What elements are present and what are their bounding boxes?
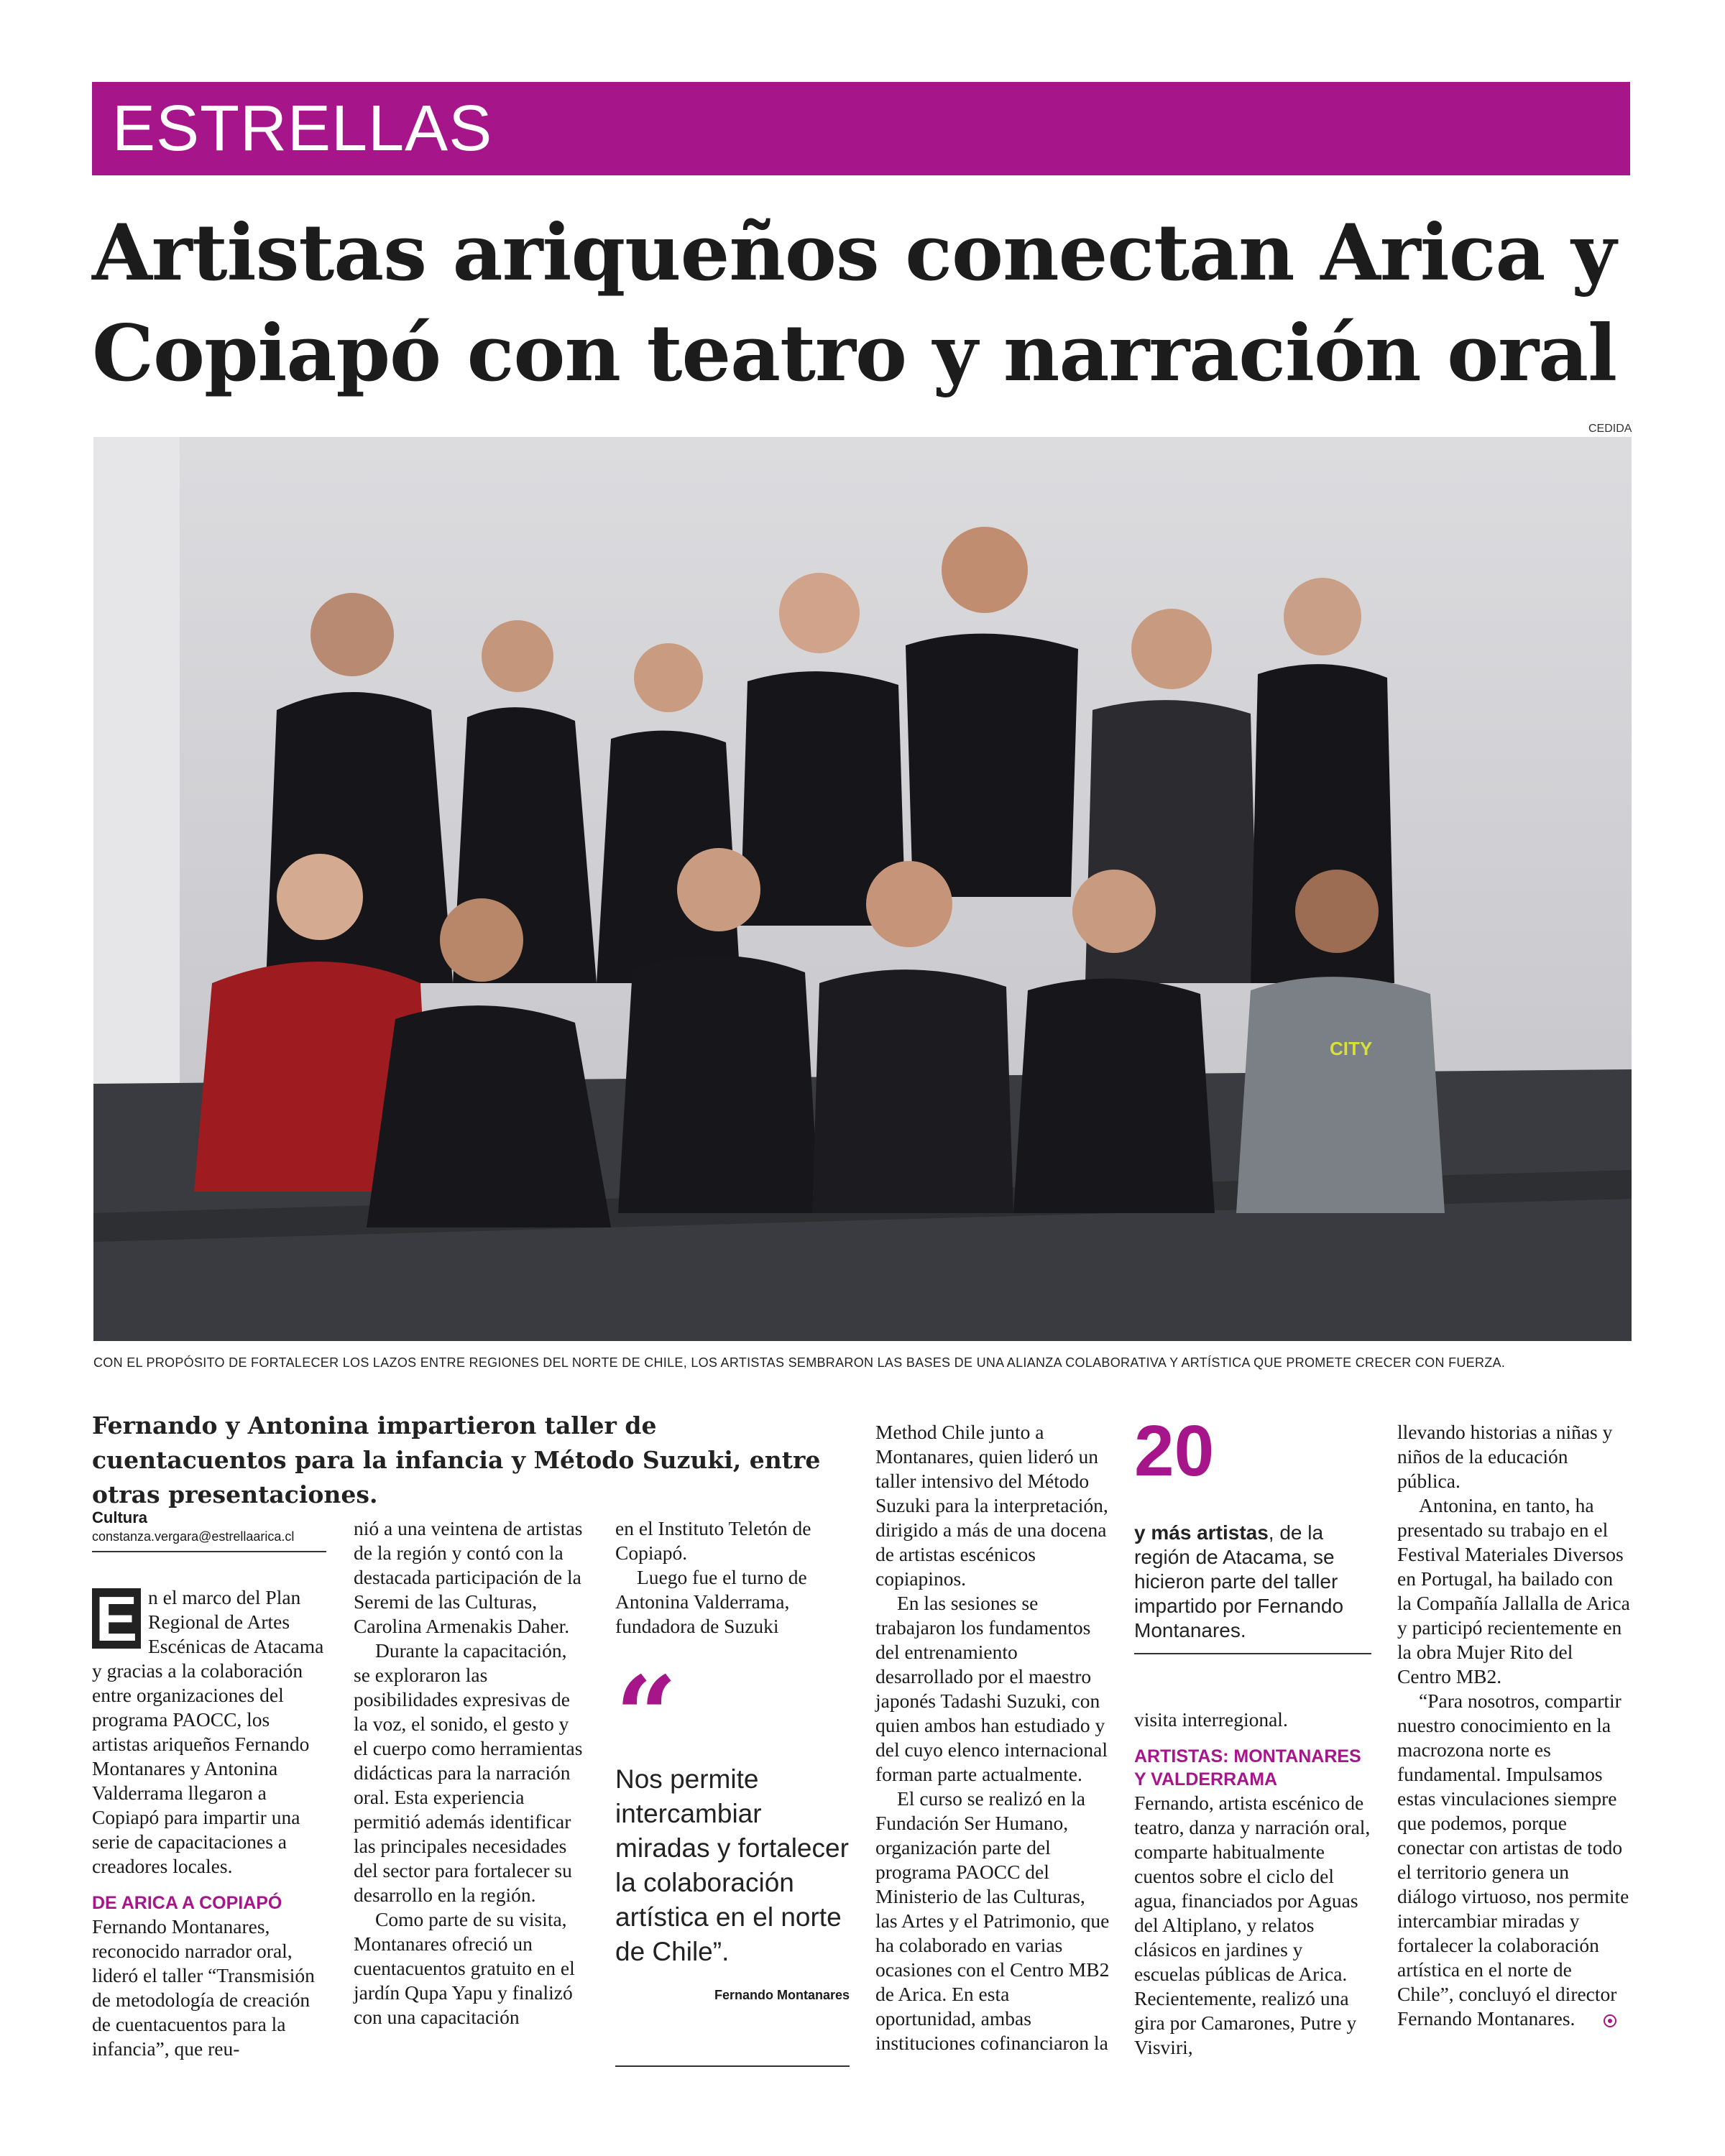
body-column-3 xyxy=(615,1516,850,1639)
body-paragraph: Luego fue el turno de Antonina Valderrama, fundadora de Suzuki xyxy=(615,1566,807,1637)
end-of-article-icon xyxy=(1604,2014,1616,2027)
stat-text-bold: y más artistas xyxy=(1134,1521,1269,1544)
body-paragraph: Durante la capacitación, se exploraron las posibilidades expresivas de la voz, el sonido, el gesto y el cuerpo como herramientas didácticas para la narración oral. Esta experiencia permitió además identificar las principales necesidades del sector para fortalecer su desarrollo en la región. xyxy=(354,1639,583,1906)
stat-box xyxy=(1134,1411,1371,1654)
pull-quote xyxy=(615,1653,850,2067)
shirt-print-text: CITY xyxy=(1330,1038,1373,1059)
subheading-de-arica-a-copiapo: DE ARICA A COPIAPÓ xyxy=(92,1893,282,1913)
quote-mark-icon: “ xyxy=(615,1653,678,1779)
body-paragraph: Antonina, en tanto, ha presentado su trabajo en el Festival Materiales Diversos en Portugal, ha bailado con la Compañía Jallalla de Arica y participó recientemente en la obra Mujer Rito del Centro MB2. xyxy=(1397,1494,1630,1687)
body-paragraph: En las sesiones se trabajaron los fundamentos del entrenamiento desarrollado por el maestro japonés Tadashi Suzuki, con quien ambos han estudiado y del cuyo elenco internacional forman parte actualmente. xyxy=(875,1592,1108,1785)
byline xyxy=(92,1508,326,1552)
article-deck: Fernando y Antonina impartieron taller de cuentacuentos para la infancia y Método Suzuki, entre otras presentaciones. xyxy=(92,1411,821,1508)
body-paragraph xyxy=(92,1585,326,1879)
body-paragraph: en el Instituto Teletón de Copiapó. xyxy=(615,1517,811,1564)
pull-quote-text: Nos permite intercambiar miradas y fortalecer la colaboración artística en el norte de Chile”. xyxy=(615,1764,849,1966)
body-paragraph: Fernando, artista escénico de teatro, danza y narración oral, comparte habitualmente cuentos sobre el ciclo del agua, financiados por Aguas del Altiplano, y relatos clásicos en jardines y escuelas públicas de Arica. Recientemente, realizó una gira por Camarones, Putre y Visviri, xyxy=(1134,1792,1371,2058)
pull-quote-author: Fernando Montanares xyxy=(714,1988,850,2002)
body-text: “Para nosotros, compartir nuestro conocimiento en la macrozona norte es fundamental. Impulsamos estas vinculaciones siempre que podemos, porque conectar con artistas de todo el territorio genera un diálogo virtuoso, nos permite intercambiar miradas y fortalecer la colaboración artística en el norte de Chile”, concluyó el director Fernando Montanares. xyxy=(1397,1690,1629,2030)
body-column-4 xyxy=(875,1420,1110,2055)
body-paragraph: El curso se realizó en la Fundación Ser Humano, organización parte del programa PAOCC del Ministerio de las Culturas, las Artes y el Patrimonio, que ha colaborado en varias ocasiones con el Centro MB2 de Arica. En esta oportunidad, ambas instituciones cofinanciaron la xyxy=(875,1787,1110,2054)
body-paragraph: Fernando Montanares, reconocido narrador oral, lideró el taller “Transmisión de metodología de creación de cuentacuentos para la infancia”, que reu- xyxy=(92,1915,315,2060)
stat-text xyxy=(1134,1521,1371,1654)
group-photo xyxy=(93,437,1632,1341)
stat-text-rest: , de la región de Atacama, se hicieron parte del taller impartido por Fernando Montanares. xyxy=(1134,1521,1344,1641)
body-paragraph: Como parte de su visita, Montanares ofreció un cuentacuentos gratuito en el jardín Qupa Yapu y finalizó con una capacitación xyxy=(354,1908,575,2028)
body-paragraph: Method Chile junto a Montanares, quien lideró un taller intensivo del Método Suzuki para la interpretación, dirigido a más de una docena de artistas escénicos copiapinos. xyxy=(875,1421,1108,1590)
body-column-5 xyxy=(1134,1708,1371,2060)
drop-cap: E xyxy=(92,1588,141,1649)
byline-email: constanza.vergara@estrellaarica.cl xyxy=(92,1529,295,1544)
stat-number: 20 xyxy=(1134,1411,1215,1491)
section-label: ESTRELLAS xyxy=(112,93,493,165)
body-paragraph xyxy=(1397,1689,1632,2031)
byline-section: Cultura xyxy=(92,1508,147,1526)
article-headline: Artistas ariqueños conectan Arica y Copiapó con teatro y narración oral xyxy=(92,208,1617,399)
subheading-artistas: ARTISTAS: MONTANARES Y VALDERRAMA xyxy=(1134,1746,1361,1789)
photo-credit: CEDIDA xyxy=(1588,423,1632,435)
body-column-1 xyxy=(92,1585,326,2061)
body-column-2 xyxy=(354,1516,588,2030)
photo-caption: CON EL PROPÓSITO DE FORTALECER LOS LAZOS ENTRE REGIONES DEL NORTE DE CHILE, LOS ARTISTAS SEMBRARON LAS BASES DE UNA ALIANZA COLABORATIVA Y ARTÍSTICA QUE PROMETE CRECER CON FUERZA. xyxy=(93,1355,1506,1370)
body-text: n el marco del Plan Regional de Artes Escénicas de Atacama y gracias a la colaboración entre organizaciones del programa PAOCC, los artistas ariqueños Fernando Montanares y Antonina Valderrama llegaron a Copiapó para impartir una serie de capacitaciones a creadores locales. xyxy=(92,1586,324,1877)
body-paragraph: llevando historias a niñas y niños de la educación pública. xyxy=(1397,1421,1613,1492)
body-paragraph: nió a una veintena de artistas de la región y contó con la destacada participación de la Seremi de las Culturas, Carolina Armenakis Daher. xyxy=(354,1517,583,1637)
body-column-6 xyxy=(1397,1420,1632,2031)
section-header-bar xyxy=(92,82,1630,175)
body-paragraph: visita interregional. xyxy=(1134,1708,1288,1731)
